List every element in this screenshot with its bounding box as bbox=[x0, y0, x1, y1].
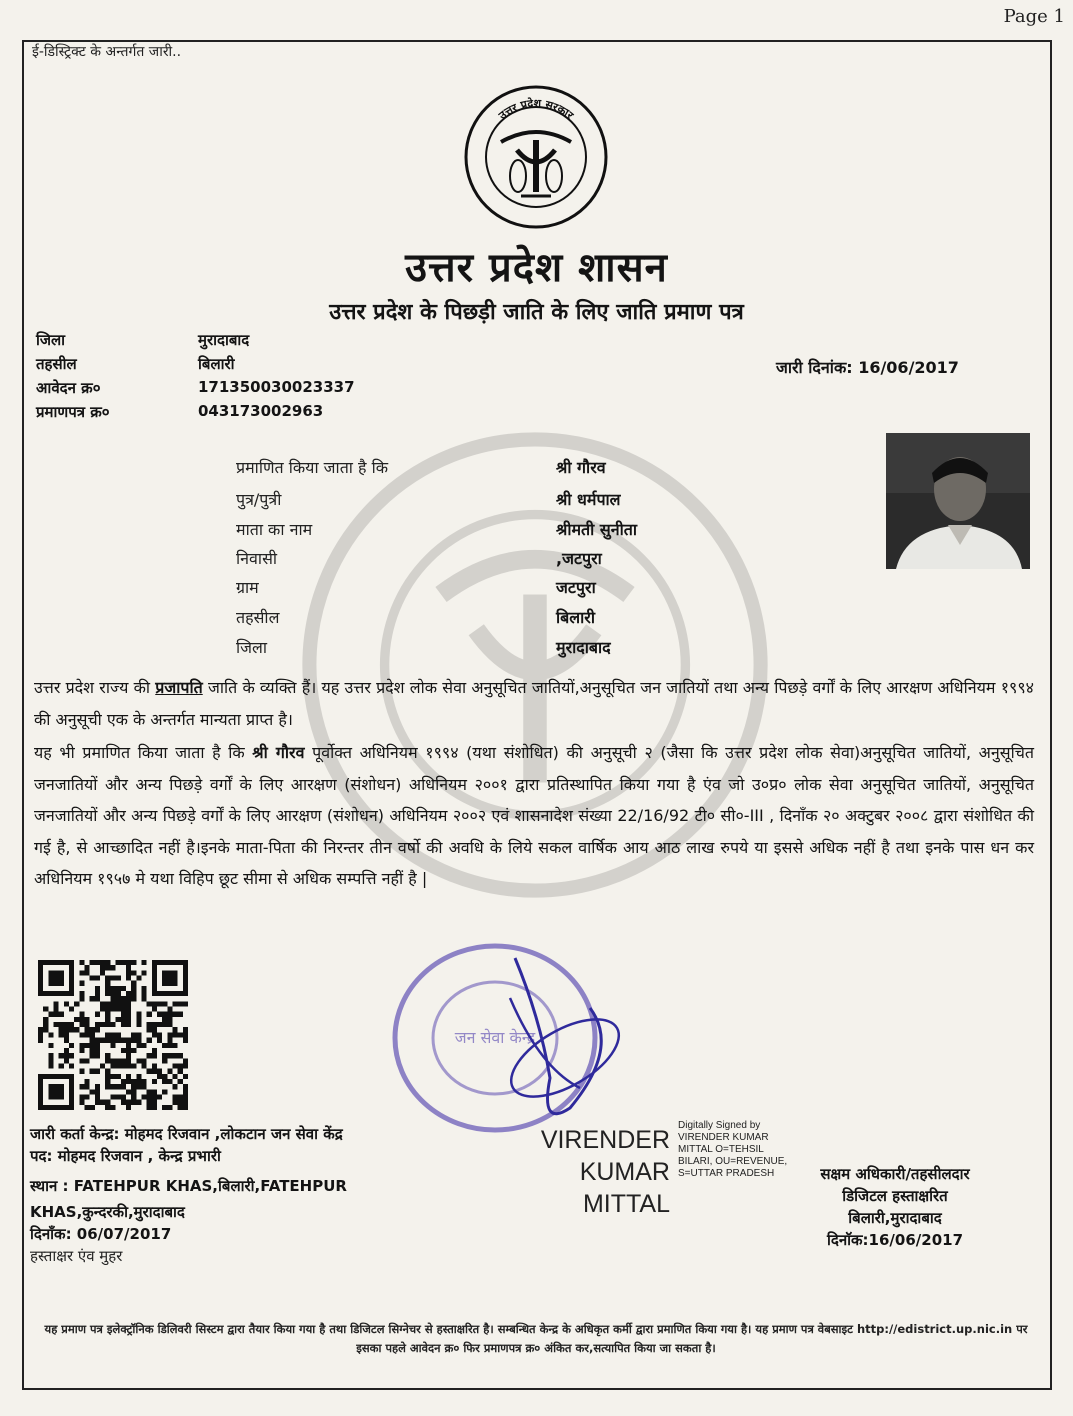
authority-place: बिलारी,मुरादाबाद bbox=[848, 1209, 942, 1227]
issue-center-date: दिनाँक: 06/07/2017 bbox=[30, 1225, 172, 1243]
digital-signature-note: Digitally Signed by VIRENDER KUMAR MITTAL O=TEHSIL BILARI, OU=REVENUE, S=UTTAR PRADESH bbox=[678, 1120, 788, 1179]
applicant-name-inline: श्री गौरव bbox=[252, 743, 305, 762]
detail-district-value: मुरादाबाद bbox=[556, 638, 611, 657]
place-line-1: स्थान : FATEHPUR KHAS,बिलारी,FATEHPUR bbox=[30, 1177, 347, 1195]
detail-district-label: जिला bbox=[236, 638, 268, 657]
district-label: जिला bbox=[36, 331, 66, 349]
caste-paragraph: उत्तर प्रदेश राज्य की प्रजापति जाति के व्यक्ति हैं। यह उत्तर प्रदेश लोक सेवा अनुसूचित जातियों,अनुसूचित जन जातियों तथा अन्य पिछड़े वर्गों के लिए आरक्षण अधिनियम १९९४ की अनुसूची एक के अन्तर्गत मान्यता प्राप्त है। bbox=[34, 678, 1034, 729]
state-emblem-icon bbox=[463, 84, 609, 230]
application-number-label: आवेदन क्र० bbox=[36, 379, 101, 397]
tehsil-value: बिलारी bbox=[198, 355, 235, 373]
resident-label: निवासी bbox=[236, 549, 278, 568]
detail-tehsil-label: तहसील bbox=[236, 608, 280, 627]
village-value: जटपुरा bbox=[556, 578, 596, 597]
digitally-signed-label: डिजिटल हस्ताक्षरित bbox=[842, 1187, 948, 1205]
place-line-2: KHAS,कुन्दरकी,मुरादाबाद bbox=[30, 1203, 185, 1221]
village-label: ग्राम bbox=[236, 578, 259, 597]
qr-code-icon bbox=[38, 960, 188, 1110]
seal-stamp-icon bbox=[390, 938, 640, 1138]
issuing-center: जारी कर्ता केन्द्र: मोहमद रिजवान ,लोकटान जन सेवा केंद्र bbox=[30, 1125, 343, 1143]
resident-value: ,जटपुरा bbox=[556, 549, 602, 568]
footer-note: यह प्रमाण पत्र इलेक्ट्रॉनिक डिलिवरी सिस्टम द्वारा तैयार किया गया है तथा डिजिटल सिग्नेचर से हस्ताक्षरित है। सम्बन्धित केन्द्र के अधिकृत कर्मी द्वारा प्रमाणित किया गया है। यह प्रमाण पत्र वेबसाइट http://edistrict.up.nic.in पर इसका पहले आवेदन क्र० फिर प्रमाणपत्र क्र० अंकित कर,सत्यापित किया जा सकता है। bbox=[44, 1322, 1028, 1355]
parent-name: श्री धर्मपाल bbox=[556, 490, 621, 509]
svg-text:जन सेवा केन्द्र: जन सेवा केन्द्र bbox=[454, 1028, 536, 1047]
parent-label: पुत्र/पुत्री bbox=[236, 490, 282, 509]
digital-signer-name: VIRENDER KUMAR MITTAL bbox=[540, 1126, 670, 1218]
mother-label: माता का नाम bbox=[236, 520, 313, 539]
application-number-value: 171350030023337 bbox=[198, 378, 355, 396]
caste-name: प्रजापति bbox=[155, 678, 203, 697]
applicant-photo bbox=[886, 433, 1030, 569]
government-title: उत्तर प्रदेश शासन bbox=[405, 245, 668, 291]
district-value: मुरादाबाद bbox=[198, 331, 250, 349]
tehsil-label: तहसील bbox=[36, 355, 77, 373]
mother-name: श्रीमती सुनीता bbox=[556, 520, 637, 539]
svg-text:उत्तर प्रदेश सरकार: उत्तर प्रदेश सरकार bbox=[496, 96, 576, 123]
signature-seal-label: हस्ताक्षर एंव मुहर bbox=[30, 1247, 123, 1265]
certified-label: प्रमाणित किया जाता है कि bbox=[236, 458, 389, 477]
certificate-title: उत्तर प्रदेश के पिछड़ी जाति के लिए जाति प्रमाण पत्र bbox=[329, 300, 744, 325]
issued-under-note: ई-डिस्ट्रिक्ट के अन्तर्गत जारी.. bbox=[32, 44, 182, 60]
income-paragraph: यह भी प्रमाणित किया जाता है कि श्री गौरव पूर्वोक्त अधिनियम १९९४ (यथा संशोधित) की अनुसूची २ (जैसा कि उत्तर प्रदेश लोक सेवा)अनुसूचित जातियों, अनुसूचित जनजातियों और अन्य पिछड़े वर्गों के लिए आरक्षण (संशोधन) अधिनियम २००१ द्वारा प्रतिस्थापित किया गया है एंव जो उ०प्र० लोक सेवा अनुसूचित जातियों, अनुसूचित जनजातियों और अन्य पिछड़े वर्गों के लिए आरक्षण (संशोधन) अधिनियम २००२ एवं शासनादेश संख्या 22/16/92 टी० सी०-III , दिनाँक २० अक्टुबर २००८ द्वारा संशोधित की गई है, से आच्छादित नहीं है।इनके माता-पिता की निरन्तर तीन वर्षो की अवधि के लिये सकल वार्षिक आय आठ लाख रुपये या इससे अधिक नहीं है तथा इनके पास धन कर अधिनियम १९५७ मे यथा विहिप छूट सीमा से अधिक सम्पत्ति नहीं है | bbox=[34, 743, 1035, 888]
detail-tehsil-value: बिलारी bbox=[556, 608, 595, 627]
certificate-number-value: 043173002963 bbox=[198, 402, 324, 420]
issuer-post: पद: मोहमद रिजवान , केन्द्र प्रभारी bbox=[30, 1147, 221, 1165]
competent-authority: सक्षम अधिकारी/तहसीलदार bbox=[820, 1165, 970, 1183]
certified-name: श्री गौरव bbox=[556, 458, 606, 477]
authority-date: दिनाॅक:16/06/2017 bbox=[826, 1231, 964, 1249]
issue-date: जारी दिनांक: 16/06/2017 bbox=[776, 358, 959, 377]
page-number: Page 1 bbox=[1003, 6, 1065, 27]
certificate-number-label: प्रमाणपत्र क्र० bbox=[36, 403, 110, 421]
